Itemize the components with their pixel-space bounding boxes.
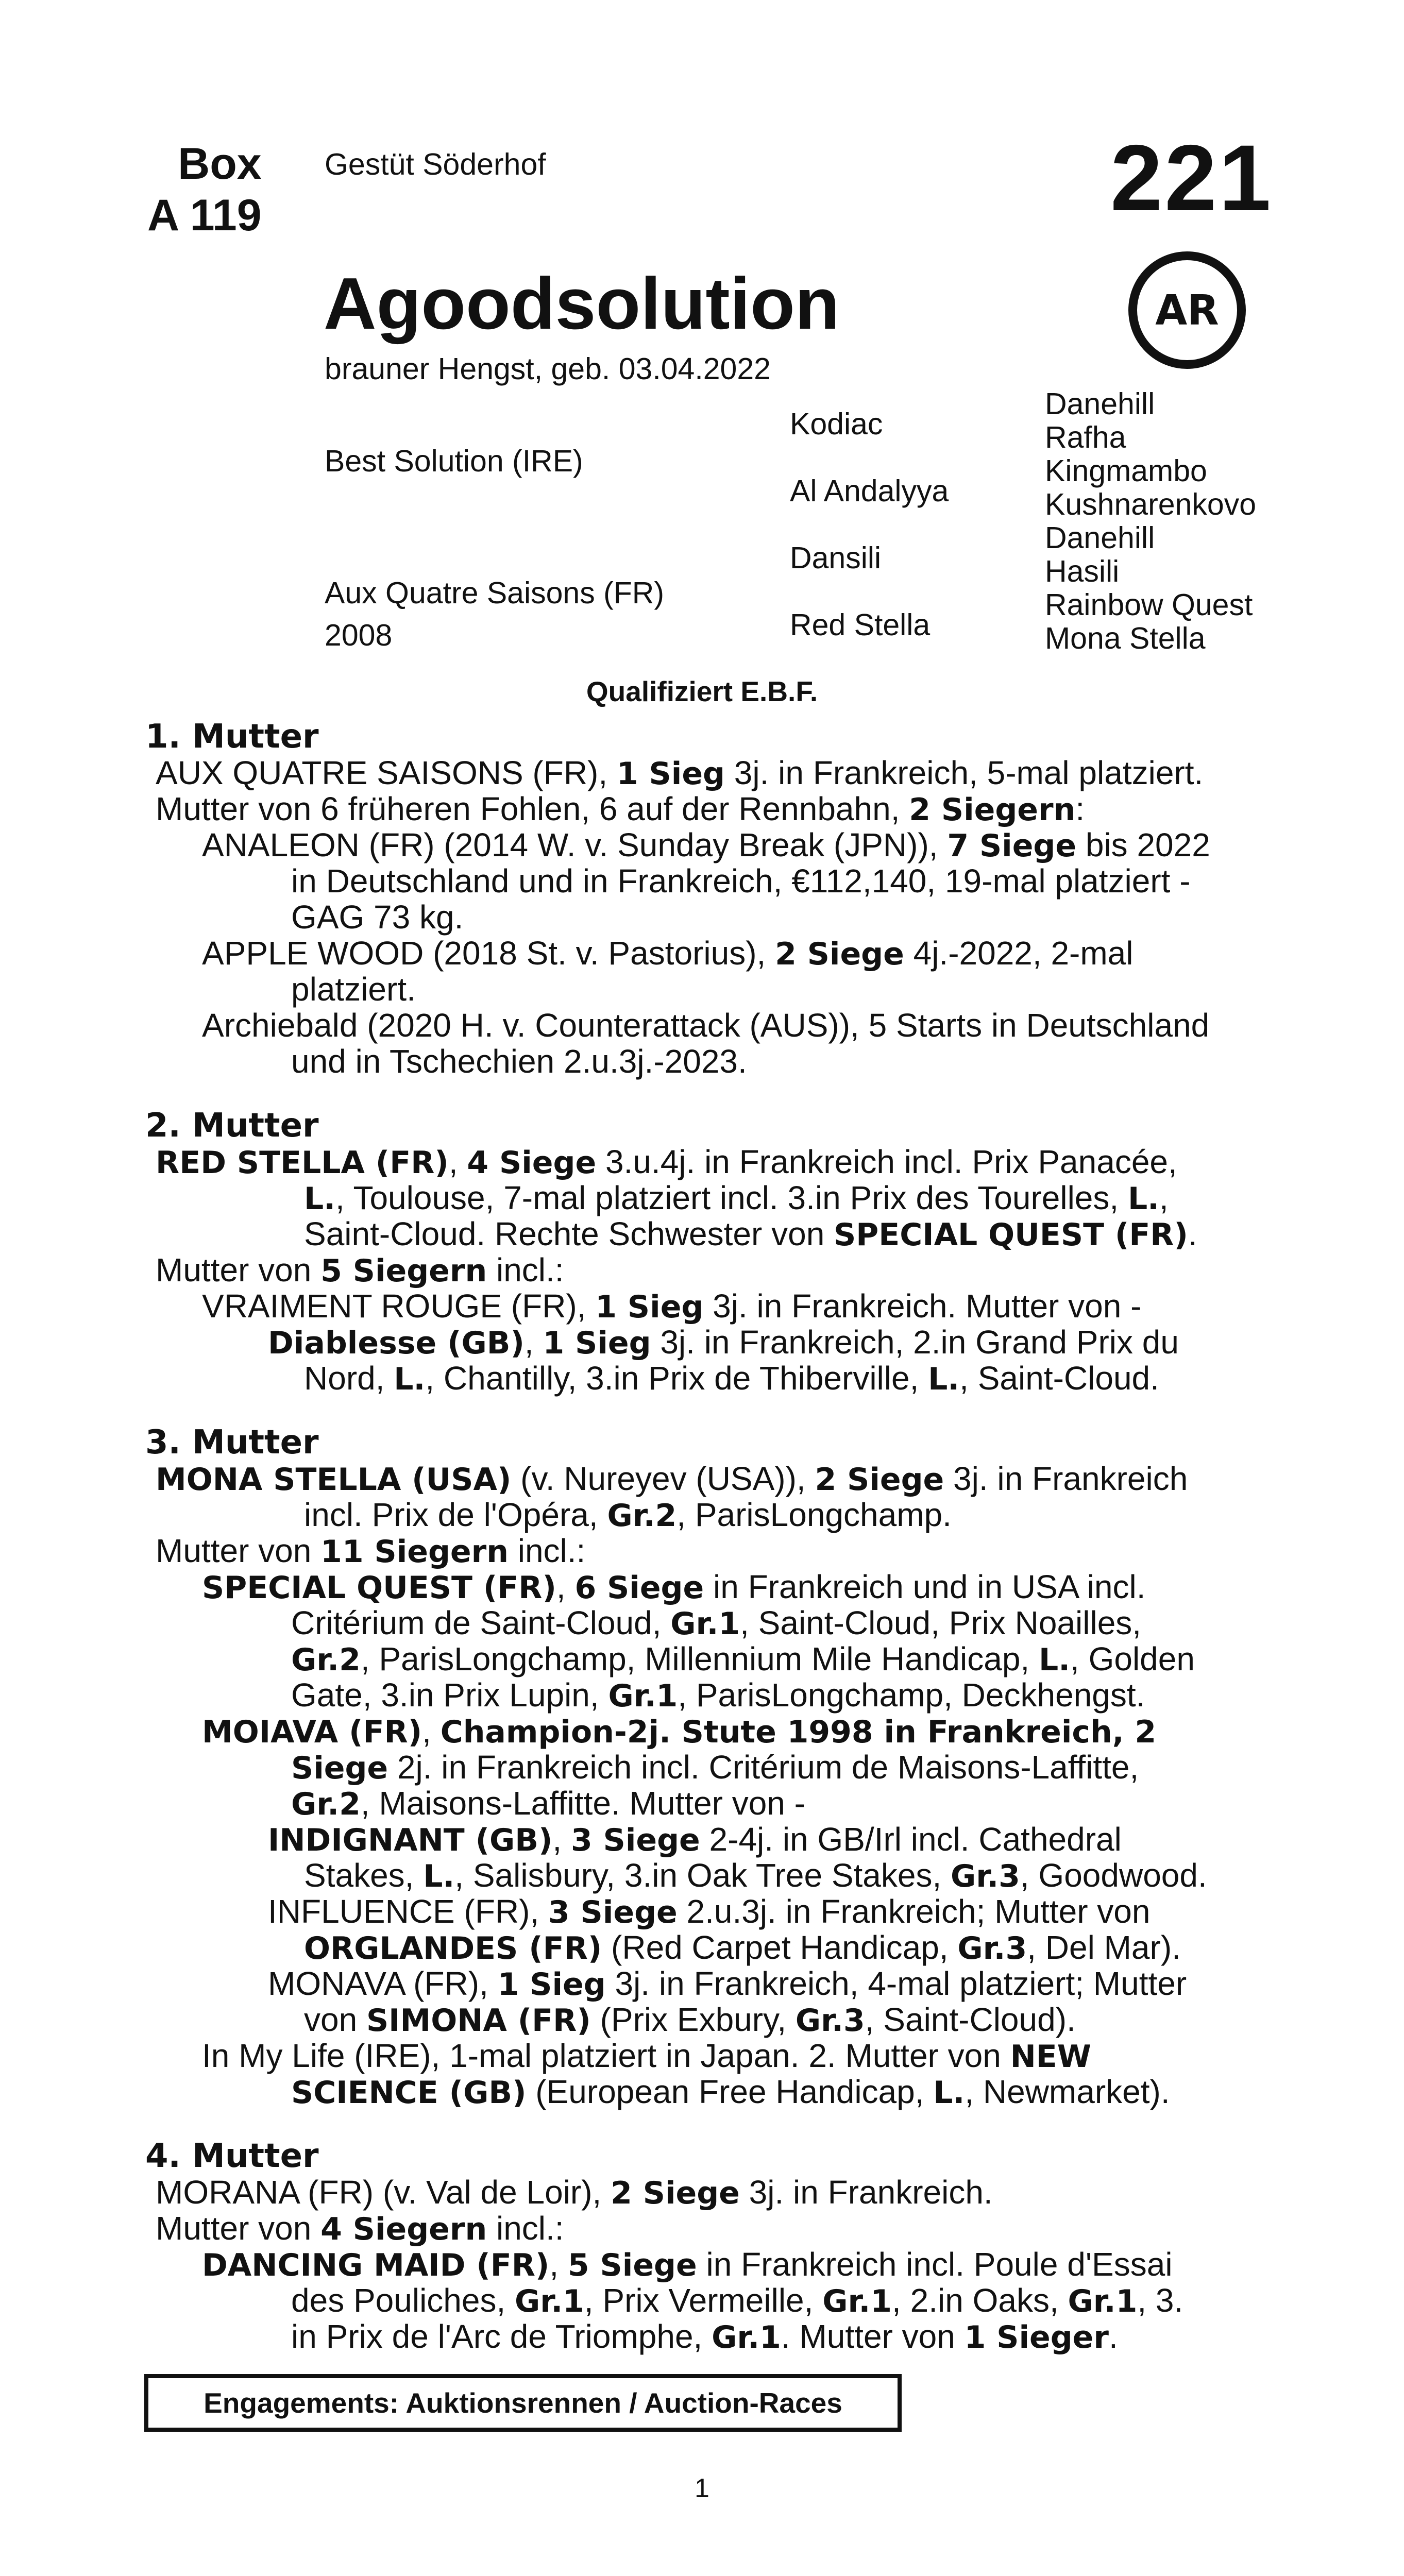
family-line: Gate, 3.in Prix Lupin, Gr.1, ParisLongchamp, Deckhengst. [291, 1676, 1145, 1714]
family-line: incl. Prix de l'Opéra, Gr.2, ParisLongchamp. [304, 1496, 952, 1534]
family-line: MORANA (FR) (v. Val de Loir), 2 Siege 3j. in Frankreich. [156, 2174, 993, 2211]
family-line: AUX QUATRE SAISONS (FR), 1 Sieg 3j. in Frankreich, 5-mal platziert. [156, 754, 1204, 792]
pedigree-dam-year: 2008 [325, 618, 393, 652]
family-line: VRAIMENT ROUGE (FR), 1 Sieg 3j. in Frankreich. Mutter von - [202, 1287, 1142, 1325]
family-line: In My Life (IRE), 1-mal platziert in Japan. 2. Mutter von NEW [202, 2037, 1091, 2075]
engagement-text: Engagements: Auktionsrennen / Auction-Races [204, 2387, 842, 2419]
family-line: MONAVA (FR), 1 Sieg 3j. in Frankreich, 4-mal platziert; Mutter [268, 1965, 1187, 2003]
pedigree-grandparent: Dansili [790, 541, 882, 575]
family-line: SCIENCE (GB) (European Free Handicap, L., Newmarket). [291, 2073, 1170, 2111]
section-title-first-dam: 1. Mutter [145, 718, 319, 756]
horse-name: Agoodsolution [324, 263, 840, 345]
family-line: Gr.2, Maisons-Laffitte. Mutter von - [291, 1785, 805, 1822]
family-line: Diablesse (GB), 1 Sieg 3j. in Frankreich, 2.in Grand Prix du [268, 1324, 1179, 1361]
family-line: Stakes, L., Salisbury, 3.in Oak Tree Stakes, Gr.3, Goodwood. [304, 1857, 1207, 1894]
family-line: Critérium de Saint-Cloud, Gr.1, Saint-Cloud, Prix Noailles, [291, 1604, 1142, 1642]
qualification-note: Qualifiziert E.B.F. [586, 675, 818, 707]
family-line: Saint-Cloud. Rechte Schwester von SPECIAL QUEST (FR). [304, 1215, 1197, 1253]
pedigree-great-grandparent: Danehill [1045, 521, 1155, 555]
family-line: von SIMONA (FR) (Prix Exbury, Gr.3, Saint-Cloud). [304, 2001, 1076, 2039]
family-line: Mutter von 4 Siegern incl.: [156, 2210, 564, 2247]
family-line: RED STELLA (FR), 4 Siege 3.u.4j. in Frankreich incl. Prix Panacée, [156, 1143, 1177, 1181]
box-label [147, 138, 262, 241]
pedigree-sire: Best Solution (IRE) [325, 444, 583, 478]
engagement-box [144, 2374, 902, 2432]
family-line: Gr.2, ParisLongchamp, Millennium Mile Handicap, L., Golden [291, 1640, 1195, 1678]
family-line: in Prix de l'Arc de Triomphe, Gr.1. Mutter von 1 Sieger. [291, 2318, 1118, 2355]
pedigree-great-grandparent: Rainbow Quest [1045, 588, 1253, 622]
pedigree-great-grandparent: Danehill [1045, 387, 1155, 421]
family-line: in Deutschland und in Frankreich, €112,140, 19-mal platziert - [291, 862, 1191, 900]
ar-badge [1128, 251, 1246, 369]
family-line: L., Toulouse, 7-mal platziert incl. 3.in Prix des Tourelles, L., [304, 1179, 1169, 1217]
pedigree-grandparent: Al Andalyya [790, 474, 949, 508]
family-line: MONA STELLA (USA) (v. Nureyev (USA)), 2 Siege 3j. in Frankreich [156, 1460, 1188, 1498]
pedigree-dam: Aux Quatre Saisons (FR) [325, 576, 665, 610]
pedigree-great-grandparent: Rafha [1045, 420, 1126, 454]
pedigree-grandparent: Red Stella [790, 608, 931, 642]
family-line: ANALEON (FR) (2014 W. v. Sunday Break (JPN)), 7 Siege bis 2022 [202, 826, 1210, 864]
pedigree-grandparent: Kodiac [790, 407, 883, 441]
family-line: Mutter von 6 früheren Fohlen, 6 auf der Rennbahn, 2 Siegern: [156, 790, 1085, 828]
ar-badge-text: AR [1155, 286, 1219, 334]
consignor: Gestüt Söderhof [325, 147, 546, 181]
family-line: ORGLANDES (FR) (Red Carpet Handicap, Gr.3, Del Mar). [304, 1929, 1181, 1967]
family-line: INDIGNANT (GB), 3 Siege 2-4j. in GB/Irl incl. Cathedral [268, 1821, 1122, 1858]
page-number: 1 [695, 2473, 709, 2503]
section-title-fourth-dam: 4. Mutter [145, 2137, 319, 2175]
family-line: des Pouliches, Gr.1, Prix Vermeille, Gr.1, 2.in Oaks, Gr.1, 3. [291, 2282, 1183, 2319]
section-title-second-dam: 2. Mutter [145, 1107, 319, 1145]
family-line: und in Tschechien 2.u.3j.-2023. [291, 1043, 747, 1080]
family-line: Archiebald (2020 H. v. Counterattack (AUS)), 5 Starts in Deutschland [202, 1007, 1210, 1044]
horse-description: brauner Hengst, geb. 03.04.2022 [325, 352, 771, 386]
pedigree-great-grandparent: Hasili [1045, 554, 1120, 588]
pedigree-great-grandparent: Kushnarenkovo [1045, 487, 1257, 521]
family-line: GAG 73 kg. [291, 899, 464, 936]
family-line: Mutter von 11 Siegern incl.: [156, 1532, 586, 1570]
lot-number: 221 [1110, 125, 1273, 230]
family-line: platziert. [291, 971, 416, 1008]
pedigree-great-grandparent: Kingmambo [1045, 454, 1207, 488]
family-line: Siege 2j. in Frankreich incl. Critérium de Maisons-Laffitte, [291, 1749, 1139, 1786]
box-label-line1: Box [178, 139, 262, 189]
family-line: MOIAVA (FR), Champion-2j. Stute 1998 in Frankreich, 2 [202, 1713, 1157, 1750]
family-line: INFLUENCE (FR), 3 Siege 2.u.3j. in Frankreich; Mutter von [268, 1893, 1151, 1930]
family-line: SPECIAL QUEST (FR), 6 Siege in Frankreich und in USA incl. [202, 1568, 1146, 1606]
family-line: APPLE WOOD (2018 St. v. Pastorius), 2 Siege 4j.-2022, 2-mal [202, 935, 1134, 972]
box-label-line2: A 119 [147, 191, 262, 240]
pedigree-great-grandparent: Mona Stella [1045, 621, 1206, 655]
section-title-third-dam: 3. Mutter [145, 1423, 319, 1462]
family-line: Nord, L., Chantilly, 3.in Prix de Thiberville, L., Saint-Cloud. [304, 1360, 1159, 1397]
family-line: DANCING MAID (FR), 5 Siege in Frankreich incl. Poule d'Essai [202, 2246, 1173, 2283]
family-line: Mutter von 5 Siegern incl.: [156, 1251, 564, 1289]
